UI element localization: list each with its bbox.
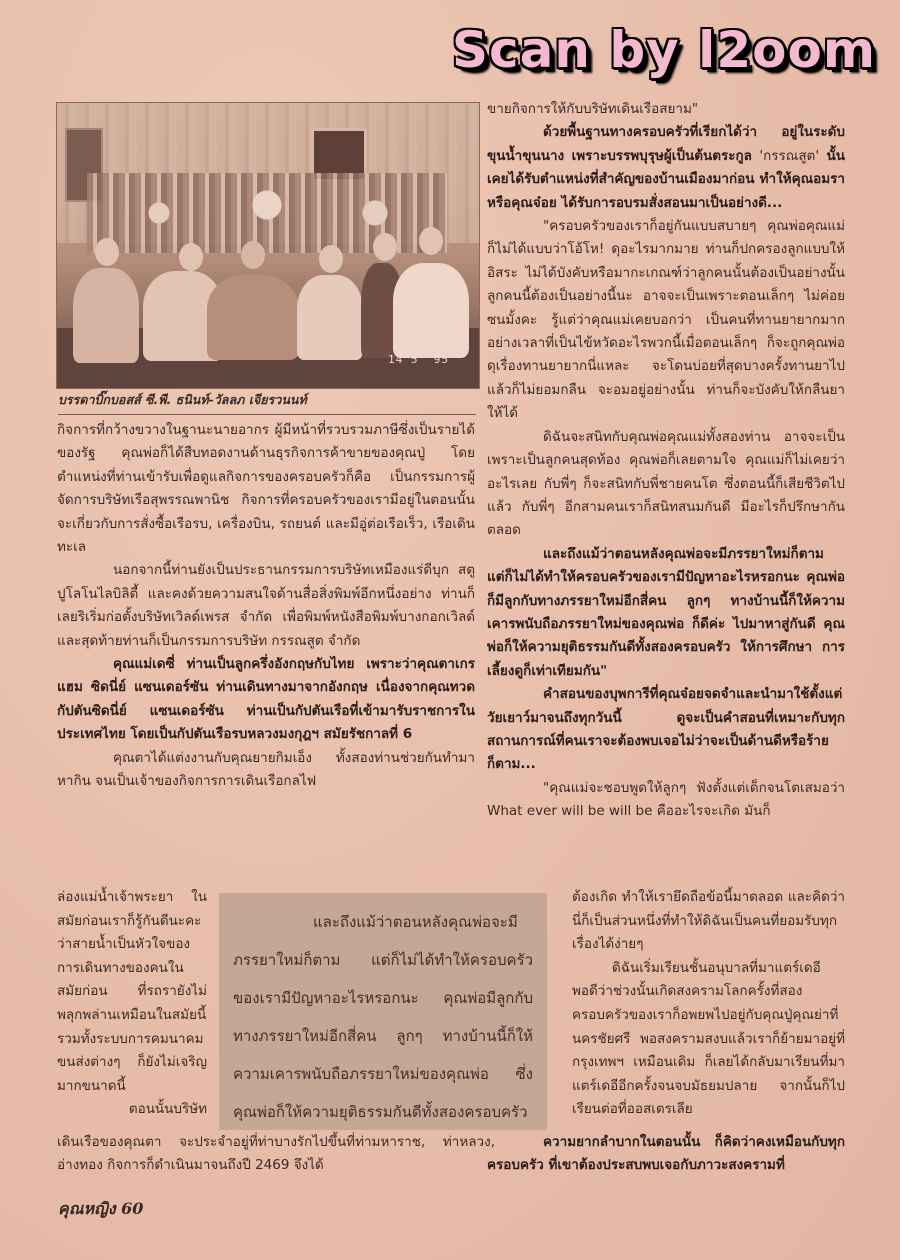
monk-head [241, 241, 265, 269]
right-narrow-column [572, 886, 845, 1122]
right-paragraph-1b: นั้น เคยได้รับตำแหน่งที่สำคัญของบ้านเมืองมาก่อน ทำให้คุณอมราหรือคุณจ๋อย ได้รับการอบรมสั่งสอนมาเป็นอย่างดี... [487, 147, 845, 211]
person-1-head [95, 238, 119, 266]
photo-date-stamp: 14 5 '95 [388, 353, 449, 366]
right-narrow-paragraph-1: ต้องเกิด ทำให้เรายึดถือข้อนี้มาตลอด และคิดว่านี่ก็เป็นส่วนหนึ่งที่ทำให้ดิฉันเป็นคนที่ยอมรับทุกเรื่องได้ง่ายๆ [572, 889, 845, 953]
left-paragraph-2: นอกจากนี้ท่านยังเป็นประธานกรรมการบริษัทเหมืองแร่ดีบุก สตูปูโลโนไลบิลิตี้ และคงด้วยความสนใจด้านสื่อสิ่งพิมพ์อีกหนึ่งอย่าง ท่านก็เลยริเริ่มก่อตั้งบริษัทเวิลด์เพรส จำกัด เพื่อพิมพ์หนังสือพิมพ์บางกอกเวิลด์ และสุดท้ายท่านก็เป็นกรรมการบริษัท กรรณสูต จำกัด [57, 562, 475, 649]
right-paragraph-5: คำสอนของบุพการีที่คุณจ๋อยจดจำและนำมาใช้ตั้งแต่วัยเยาว์มาจนถึงทุกวันนี้ ดูจะเป็นคำสอนที่เหมาะกับทุกสถานการณ์ที่คนเราจะต้องพบเจอไม่ว่าจะเป็นด้านดีหรือร้ายก็ตาม... [487, 686, 845, 773]
person-5-head [373, 233, 397, 261]
monk [207, 275, 299, 360]
person-6-head [419, 227, 443, 255]
left-narrow-end: ตอนนั้นบริษัท [128, 1101, 207, 1118]
left-paragraph-1: กิจการที่กว้างขวางในฐานะนายอากร ผู้มีหน้าที่รวบรวมภาษีซึ่งเป็นรายได้ของรัฐ คุณพ่อก็ได้สืบทอดงานด้านธุรกิจการค้าขายของคุณปู่ โดยตำแหน่งที่ท่านเข้ารับเพื่อดูแลกิจการของครอบครัวก็คือ เป็นกรรมการผู้จัดการบริษัทเรือสุพรรณพานิช กิจการที่ครอบครัวของเรามีอยู่ในตอนนั้นจะเกี่ยวกับการสั่งซื้อเรือรบ, เครื่องบิน, รถยนต์ และมีอู่ต่อเรือเร็ว, เรือเดินทะเล [57, 422, 475, 556]
left-narrow-column [57, 886, 207, 1122]
family-name: 'กรรณสูต' [759, 147, 820, 164]
right-paragraph-4: และถึงแม้ว่าตอนหลังคุณพ่อจะมีภรรยาใหม่ก็ตาม แต่ก็ไม่ได้ทำให้ครอบครัวของเรามีปัญหาอะไรหรอกนะ คุณพ่อก็มีลูกกับทางภรรยาใหม่อีกสี่คน ลูกๆ ทางบ้านนี้ก็ให้ความเคารพนับถือภรรยาใหม่ของคุณพ่อ ก็ดีค่ะ ไปมาหาสู่กันดี คุณพ่อก็ให้ความยุติธรรมกันดีทั้งสองครอบครัว ให้การศึกษา การเลี้ยงดูก็เท่าเทียมกัน" [487, 545, 845, 679]
pull-quote-first-line: และถึงแม้ว่าตอนหลังคุณพ่อจะมี [313, 913, 518, 931]
group-photo [56, 102, 480, 389]
right-paragraph-3: ดิฉันจะสนิทกับคุณพ่อคุณแม่ทั้งสองท่าน อาจจะเป็นเพราะเป็นลูกคนสุดท้อง คุณพ่อก็เลยตามใจ คุณแม่ก็ไม่เคยว่าอะไรเลย กับพี่ๆ ก็จะสนิทกับพี่ชายคนโต ซึ่งตอนนี้ก็เสียชีวิตไปแล้ว กับพี่ๆ อีกสามคนเราก็สนิทสนมกันดี มีอะไรก็ปรึกษากันตลอด [487, 428, 845, 539]
left-column [57, 419, 475, 794]
left-narrow-text: ล่องแม่น้ำเจ้าพระยา ในสมัยก่อนเราก็รู้กันดีนะคะว่าสายน้ำเป็นหัวใจของการเดินทางของคนในสมัยก่อน ที่รถรายังไม่พลุกพล่านเหมือนในสมัยนี้ รวมทั้งระบบการคมนาคมขนส่งต่างๆ ก็ยังไม่เจริญมากขนาดนี้ [57, 889, 207, 1094]
pull-quote [219, 893, 547, 1130]
right-paragraph-6: "คุณแม่จะชอบพูดให้ลูกๆ ฟังตั้งแต่เด็กจนโตเสมอว่า What ever will be will be คืออะไรจะเกิด มันก็ [487, 779, 845, 820]
person-4-head [319, 245, 343, 273]
right-narrow-paragraph-2: ดิฉันเริ่มเรียนชั้นอนุบาลที่มาแตร์เดอีพอดีว่าช่วงนั้นเกิดสงครามโลกครั้งที่สองครอบครัวของเราก็อพยพไปอยู่กับคุณปู่คุณย่าที่นครชัยศรี พอสงครามสงบแล้วเราก็ย้ายมาอยู่ที่กรุงเทพฯ เหมือนเดิม ก็เลยได้กลับมาเรียนที่มาแตร์เดอีอีกครั้งจนจบมัธยมปลาย จากนั้นก็ไปเรียนต่อที่ออสเตรเลีย [572, 959, 845, 1118]
right-paragraph-2: "ครอบครัวของเราก็อยู่กันแบบสบายๆ คุณพ่อคุณแม่ก็ไม่ได้แบบว่าโอ้โห! ดุอะไรมากมาย ท่านก็ปกครองลูกแบบให้อิสระ ไม่ได้บังคับหรือมากะเกณฑ์ว่าลูกคนนั้นต้องเป็นอย่างนั้น ลูกคนนี้ต้องเป็นอย่างนี้นะ อาจจะเป็นเพราะตอนเล็กๆ ไม่ค่อยซนมั้งคะ รู้แต่ว่าคุณแม่เคยบอกว่า เป็นคนที่ทานยายากมาก อย่างเวลาที่เป็นไข้หวัดอะไรพวกนี้เมื่อตอนเล็กๆ ก็จะถูกคุณพ่อดุเรื่องทานยายากนี่แหละ จะโดนบ่อยที่สุดบางครั้งทานยาไปแล้วก็ไม่ยอมกลืน จะอมอยู่อย่างนั้น ท่านก็จะบังคับให้กลืนยาให้ได้ [487, 218, 845, 422]
page-folio: คุณหญิง 60 [58, 1199, 144, 1218]
person-6 [393, 263, 469, 358]
right-paragraph-0: ขายกิจการให้กับบริษัทเดินเรือสยาม" [487, 101, 699, 117]
person-2-head [179, 243, 203, 271]
right-paragraph-1 [487, 121, 845, 215]
left-paragraph-3: คุณแม่เดซี่ ท่านเป็นลูกครึ่งอังกฤษกับไทย เพราะว่าคุณตาเกรแฮม ซิดนี่ย์ แซนเดอร์ซัน ท่านเดินทางมาจากอังกฤษ เนื่องจากคุณทวดกัปตันซิดนี่ย์ แซนเดอร์ซัน ท่านเป็นกัปตันเรือที่เข้ามารับราชการในประเทศไทย โดยเป็นกัปตันเรือรบหลวงมงกุฎฯ สมัยรัชกาลที่ 6 [57, 656, 475, 743]
left-bottom-text: เดินเรือของคุณตา จะประจำอยู่ที่ท่าบางรักไปขึ้นที่ท่ามหาราช, ท่าหลวง, อ่างทอง กิจการก็ดำเนินมาจนถึงปี 2469 จึงได้ [57, 1134, 495, 1174]
pull-quote-text: ภรรยาใหม่ก็ตาม แต่ก็ไม่ได้ทำให้ครอบครัวของเรามีปัญหาอะไรหรอกนะ คุณพ่อมีลูกกับทางภรรยาใหม่อีกสี่คน ลูกๆ ทางบ้านนี้ก็ให้ความเคารพนับถือภรรยาใหม่ของคุณพ่อ ซึ่งคุณพ่อก็ให้ความยุติธรรมกันดีทั้งสองครอบครัว [233, 951, 533, 1121]
photo-caption: บรรดาบิ๊กบอสส์ ซี.พี. ธนินท์-วัลลภ เจียรวนนท์ [58, 390, 476, 415]
person-4 [297, 275, 363, 360]
right-paragraph-1a: ด้วยพื้นฐานทางครอบครัวที่เรียกได้ว่า อยู่ในระดับขุนน้ำขุนนาง เพราะบรรพบุรุษผู้เป็นต้นตระกูล [487, 124, 845, 164]
right-bottom-text: ความยากลำบากในตอนนั้น ก็คิดว่าคงเหมือนกับทุกครอบครัว ที่เขาต้องประสบพบเจอกับภาวะสงครามที่ [487, 1134, 845, 1174]
scan-watermark: Scan by l2oom [452, 21, 876, 79]
left-paragraph-4: คุณตาได้แต่งงานกับคุณยายกิมเอ็ง ทั้งสองท่านช่วยกันทำมาหากิน จนเป็นเจ้าของกิจการการเดินเรือกลไฟ [57, 749, 475, 790]
right-column [487, 98, 845, 824]
person-1 [73, 268, 139, 363]
